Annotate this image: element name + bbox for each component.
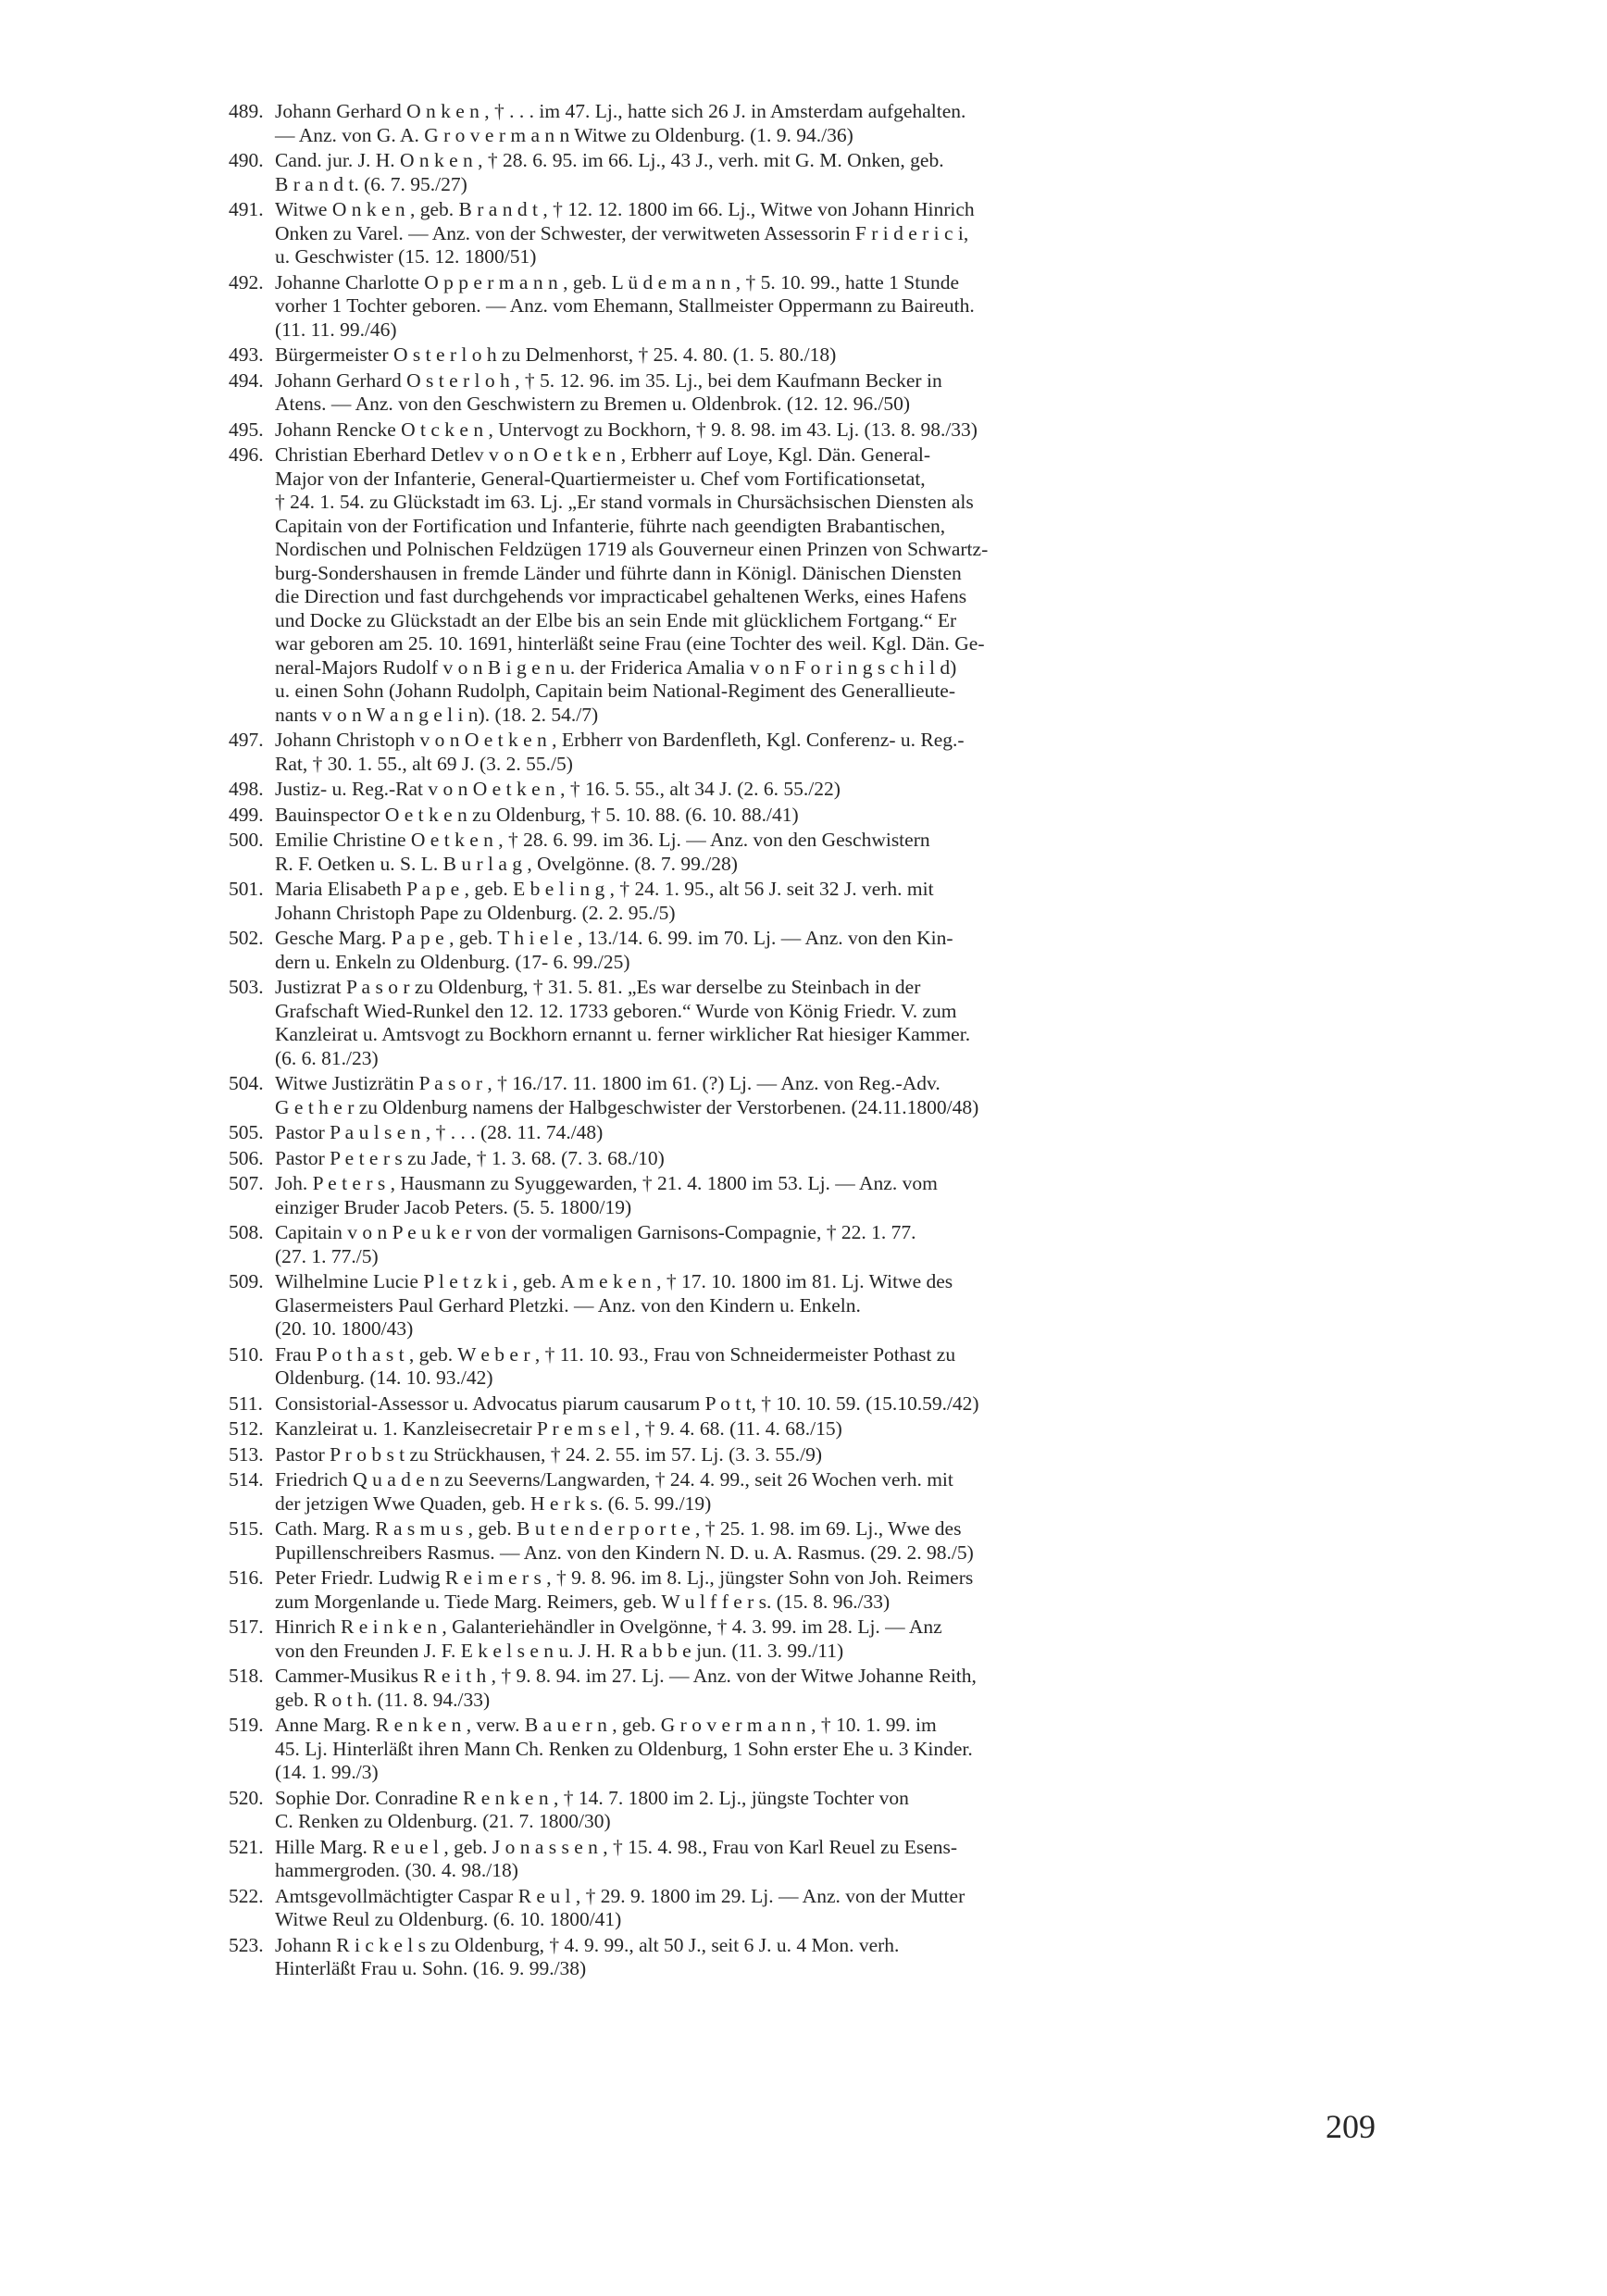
entry-text: Anne Marg. R e n k e n , verw. B a u e r n , geb. G r o v e r m a n n , † 10. 1. 99. im 45. Lj. Hinterläßt ihren Mann Ch. Renken zu Oldenburg, 1 Sohn erster Ehe u. 3 Kinder. (14. 1. 99./3)	[275, 1714, 973, 1783]
entry	[229, 1392, 1377, 1416]
entry-number: 495.	[229, 418, 264, 441]
entry-text: Cath. Marg. R a s m u s , geb. B u t e n d e r p o r t e , † 25. 1. 98. im 69. Lj., Wwe des Pupillenschreibers Rasmus. — Anz. von den Kindern N. D. u. A. Rasmus. (29. 2. 98./5)	[275, 1517, 974, 1564]
entry-text: Emilie Christine O e t k e n , † 28. 6. 99. im 36. Lj. — Anz. von den Geschwistern R. F. Oetken u. S. L. B u r l a g , Ovelgönne. (8. 7. 99./28)	[275, 829, 930, 875]
entry-number: 508.	[229, 1221, 264, 1243]
entry-text: Johann Gerhard O s t e r l o h , † 5. 12. 96. im 35. Lj., bei dem Kaufmann Becker in Atens. — Anz. von den Geschwistern zu Bremen u. Oldenbrok. (12. 12. 96./50)	[275, 368, 942, 415]
entry-number: 517.	[229, 1616, 264, 1638]
entry-number: 511.	[229, 1391, 263, 1415]
entry-number: 512.	[229, 1417, 264, 1440]
entry-number: 522.	[229, 1884, 264, 1907]
entry-text: Bauinspector O e t k e n zu Oldenburg, † 5. 10. 88. (6. 10. 88./41)	[275, 803, 799, 826]
entry-text: Consistorial-Assessor u. Advocatus piarum causarum P o t t, † 10. 10. 59. (15.10.59./42)	[275, 1391, 979, 1415]
entry-text: Capitain v o n P e u k e r von der vormaligen Garnisons-Compagnie, † 22. 1. 77. (27. 1. 77./5)	[275, 1221, 916, 1267]
entry-text: Pastor P a u l s e n , † . . . (28. 11. 74./48)	[275, 1121, 604, 1143]
entry-text: Johann Christoph v o n O e t k e n , Erbherr von Bardenfleth, Kgl. Conferenz- u. Reg.- Rat, † 30. 1. 55., alt 69 J. (3. 2. 55./5)	[275, 729, 965, 775]
entry	[229, 1072, 1377, 1119]
entry	[229, 198, 1377, 269]
entry	[229, 1517, 1377, 1565]
entry-number: 519.	[229, 1714, 264, 1736]
entry-text: Johann Gerhard O n k e n , † . . . im 47. Lj., hatte sich 26 J. in Amsterdam aufgehalten. — Anz. von G. A. G r o v e r m a n n Witwe zu Oldenburg. (1. 9. 94./36)	[275, 100, 966, 146]
page-number: 209	[1326, 2108, 1376, 2145]
entry-text: Cammer-Musikus R e i t h , † 9. 8. 94. im 27. Lj. — Anz. von der Witwe Johanne Reith, geb. R o t h. (11. 8. 94./33)	[275, 1665, 977, 1711]
entry-number: 509.	[229, 1270, 264, 1292]
entry-number: 500.	[229, 829, 264, 851]
entry-text: Sophie Dor. Conradine R e n k e n , † 14. 7. 1800 im 2. Lj., jüngste Tochter von C. Renken zu Oldenburg. (21. 7. 1800/30)	[275, 1786, 909, 1832]
entry-text: Hinrich R e i n k e n , Galanteriehändler in Ovelgönne, † 4. 3. 99. im 28. Lj. — Anz von den Freunden J. F. E k e l s e n u. J. H. R a b b e jun. (11. 3. 99./11)	[275, 1616, 942, 1662]
entry-number: 499.	[229, 803, 264, 826]
entry-text: Johann R i c k e l s zu Oldenburg, † 4. 9. 99., alt 50 J., seit 6 J. u. 4 Mon. verh. Hinterläßt Frau u. Sohn. (16. 9. 99./38)	[275, 1933, 900, 1979]
entry-number: 516.	[229, 1566, 264, 1589]
entry-text: Hille Marg. R e u e l , geb. J o n a s s e n , † 15. 4. 98., Frau von Karl Reuel zu Esens- hammergroden. (30. 4. 98./18)	[275, 1835, 958, 1881]
entry	[229, 1665, 1377, 1712]
entry	[229, 1443, 1377, 1467]
entry-number: 506.	[229, 1146, 264, 1169]
entry-text: Bürgermeister O s t e r l o h zu Delmenhorst, † 25. 4. 80. (1. 5. 80./18)	[275, 343, 837, 366]
entry-text: Amtsgevollmächtigter Caspar R e u l , † 29. 9. 1800 im 29. Lj. — Anz. von der Mutter Witwe Reul zu Oldenburg. (6. 10. 1800/41)	[275, 1884, 965, 1930]
entry	[229, 804, 1377, 828]
entry-text: Maria Elisabeth P a p e , geb. E b e l i n g , † 24. 1. 95., alt 56 J. seit 32 J. verh. mit Johann Christoph Pape zu Oldenburg. (2. 2. 95./5)	[275, 878, 934, 924]
entry-text: Witwe O n k e n , geb. B r a n d t , † 12. 12. 1800 im 66. Lj., Witwe von Johann Hinrich Onken zu Varel. — Anz. von der Schwester, der verwitweten Assessorin F r i d e r i c i, u. Geschwister (15. 12. 1800/51)	[275, 198, 975, 268]
entry-text: Johanne Charlotte O p p e r m a n n , geb. L ü d e m a n n , † 5. 10. 99., hatte 1 Stunde vorher 1 Tochter geboren. — Anz. vom Ehemann, Stallmeister Oppermann zu Baireuth. (11. 11. 99./46)	[275, 270, 975, 341]
entry	[229, 369, 1377, 417]
entry-text: Johann Rencke O t c k e n , Untervogt zu Bockhorn, † 9. 8. 98. im 43. Lj. (13. 8. 98./33)	[275, 418, 978, 441]
entry-number: 491.	[229, 198, 264, 220]
entry	[229, 1566, 1377, 1614]
entry	[229, 878, 1377, 925]
entry-number: 513.	[229, 1442, 264, 1466]
entry	[229, 1270, 1377, 1341]
entry	[229, 1221, 1377, 1268]
entry	[229, 829, 1377, 876]
entry-number: 523.	[229, 1933, 264, 1956]
entry	[229, 1714, 1377, 1785]
entry	[229, 1147, 1377, 1171]
entry	[229, 418, 1377, 443]
entry-number: 496.	[229, 443, 264, 466]
entry-number: 514.	[229, 1468, 264, 1491]
entry	[229, 443, 1377, 727]
entry-number: 497.	[229, 729, 264, 751]
entry	[229, 1343, 1377, 1391]
entry-number: 521.	[229, 1835, 264, 1858]
entry-number: 492.	[229, 270, 264, 293]
entry-text: Justiz- u. Reg.-Rat v o n O e t k e n , † 16. 5. 55., alt 34 J. (2. 6. 55./22)	[275, 778, 841, 800]
entry-number: 501.	[229, 878, 264, 900]
entry-number: 503.	[229, 976, 264, 998]
entry	[229, 729, 1377, 776]
entry	[229, 778, 1377, 802]
entry-text: Frau P o t h a s t , geb. W e b e r , † 11. 10. 93., Frau von Schneidermeister Pothast zu Oldenburg. (14. 10. 93./42)	[275, 1342, 956, 1389]
entry	[229, 1172, 1377, 1219]
entry-number: 507.	[229, 1172, 264, 1194]
entry	[229, 1121, 1377, 1145]
entry	[229, 1836, 1377, 1883]
entry-text: Justizrat P a s o r zu Oldenburg, † 31. 5. 81. „Es war derselbe zu Steinbach in der Grafschaft Wied-Runkel den 12. 12. 1733 geboren.“ Wurde von König Friedr. V. zum Kanzleirat u. Amtsvogt zu Bockhorn ernannt u. ferner wirklicher Rat hiesiger Kammer. (6. 6. 81./23)	[275, 976, 971, 1069]
entry-text: Pastor P e t e r s zu Jade, † 1. 3. 68. (7. 3. 68./10)	[275, 1146, 665, 1169]
entry-number: 498.	[229, 778, 264, 800]
entry-number: 493.	[229, 343, 264, 366]
entry-number: 505.	[229, 1121, 264, 1143]
entry-text: Witwe Justizrätin P a s o r , † 16./17. 11. 1800 im 61. (?) Lj. — Anz. von Reg.-Adv. G e t h e r zu Oldenburg namens der Halbgeschwister der Verstorbenen. (24.11.1800/48)	[275, 1072, 979, 1118]
entry	[229, 976, 1377, 1070]
entry	[229, 1787, 1377, 1834]
entry-number: 520.	[229, 1786, 264, 1809]
entry	[229, 1885, 1377, 1932]
entry-text: Cand. jur. J. H. O n k e n , † 28. 6. 95. im 66. Lj., 43 J., verh. mit G. M. Onken, geb. B r a n d t. (6. 7. 95./27)	[275, 149, 944, 195]
entry	[229, 1934, 1377, 1981]
entry-number: 494.	[229, 368, 264, 392]
entry-text: Peter Friedr. Ludwig R e i m e r s , † 9. 8. 96. im 8. Lj., jüngster Sohn von Joh. Reimers zum Morgenlande u. Tiede Marg. Reimers, geb. W u l f f e r s. (15. 8. 96./33)	[275, 1566, 974, 1613]
entry-number: 510.	[229, 1342, 264, 1366]
entry	[229, 1468, 1377, 1516]
entry-number: 504.	[229, 1072, 264, 1094]
entry-number: 518.	[229, 1665, 264, 1687]
entry	[229, 343, 1377, 368]
entry-number: 489.	[229, 100, 264, 122]
entry-text: Joh. P e t e r s , Hausmann zu Syuggewarden, † 21. 4. 1800 im 53. Lj. — Anz. vom einziger Bruder Jacob Peters. (5. 5. 1800/19)	[275, 1172, 938, 1218]
entry	[229, 1417, 1377, 1441]
entry-number: 502.	[229, 927, 264, 949]
entry	[229, 271, 1377, 343]
entry-text: Kanzleirat u. 1. Kanzleisecretair P r e m s e l , † 9. 4. 68. (11. 4. 68./15)	[275, 1417, 842, 1440]
entry-number: 515.	[229, 1517, 264, 1540]
entry-number: 490.	[229, 149, 264, 171]
entry	[229, 100, 1377, 147]
entry-text: Gesche Marg. P a p e , geb. T h i e l e , 13./14. 6. 99. im 70. Lj. — Anz. von den Kin- dern u. Enkeln zu Oldenburg. (17- 6. 99./25)	[275, 927, 953, 973]
entry-text: Pastor P r o b s t zu Strückhausen, † 24. 2. 55. im 57. Lj. (3. 3. 55./9)	[275, 1442, 823, 1466]
entry	[229, 149, 1377, 196]
entry-list	[229, 100, 1377, 1983]
entry	[229, 927, 1377, 974]
entry-text: Christian Eberhard Detlev v o n O e t k e n , Erbherr auf Loye, Kgl. Dän. General- Major von der Infanterie, General-Quartiermeister u. Chef vom Fortificationsetat, † 24. 1. 54. zu Glückstadt im 63. Lj. „Er stand vormals in Chursächsischen Diensten als Capitain von der Fortification und Infanterie, führte nach geendigten Brabantischen, Nordischen und Polnischen Feldzügen 1719 als Gouverneur einen Prinzen von Schwartz- burg-Sondershausen in fremde Länder und führte dann in Königl. Dänischen Diensten die Direction und fast durchgehends vor impracticabel gehaltenen Werks, eines Hafens und Docke zu Glückstadt an der Elbe bis an sein Ende mit glücklichem Fortgang.“ Er war geboren am 25. 10. 1691, hinterläßt seine Frau (eine Tochter des weil. Kgl. Dän. Ge- neral-Majors Rudolf v o n B i g e n u. der Friderica Amalia v o n F o r i n g s c h i l d) u. einen Sohn (Johann Rudolph, Capitain beim National-Regiment des Generallieute- nants v o n W a n g e l i n). (18. 2. 54./7)	[275, 443, 989, 726]
entry-text: Wilhelmine Lucie P l e t z k i , geb. A m e k e n , † 17. 10. 1800 im 81. Lj. Witwe des Glasermeisters Paul Gerhard Pletzki. — Anz. von den Kindern u. Enkeln. (20. 10. 1800/43)	[275, 1270, 953, 1340]
entry-text: Friedrich Q u a d e n zu Seeverns/Langwarden, † 24. 4. 99., seit 26 Wochen verh. mit der jetzigen Wwe Quaden, geb. H e r k s. (6. 5. 99./19)	[275, 1468, 953, 1515]
entry	[229, 1616, 1377, 1663]
